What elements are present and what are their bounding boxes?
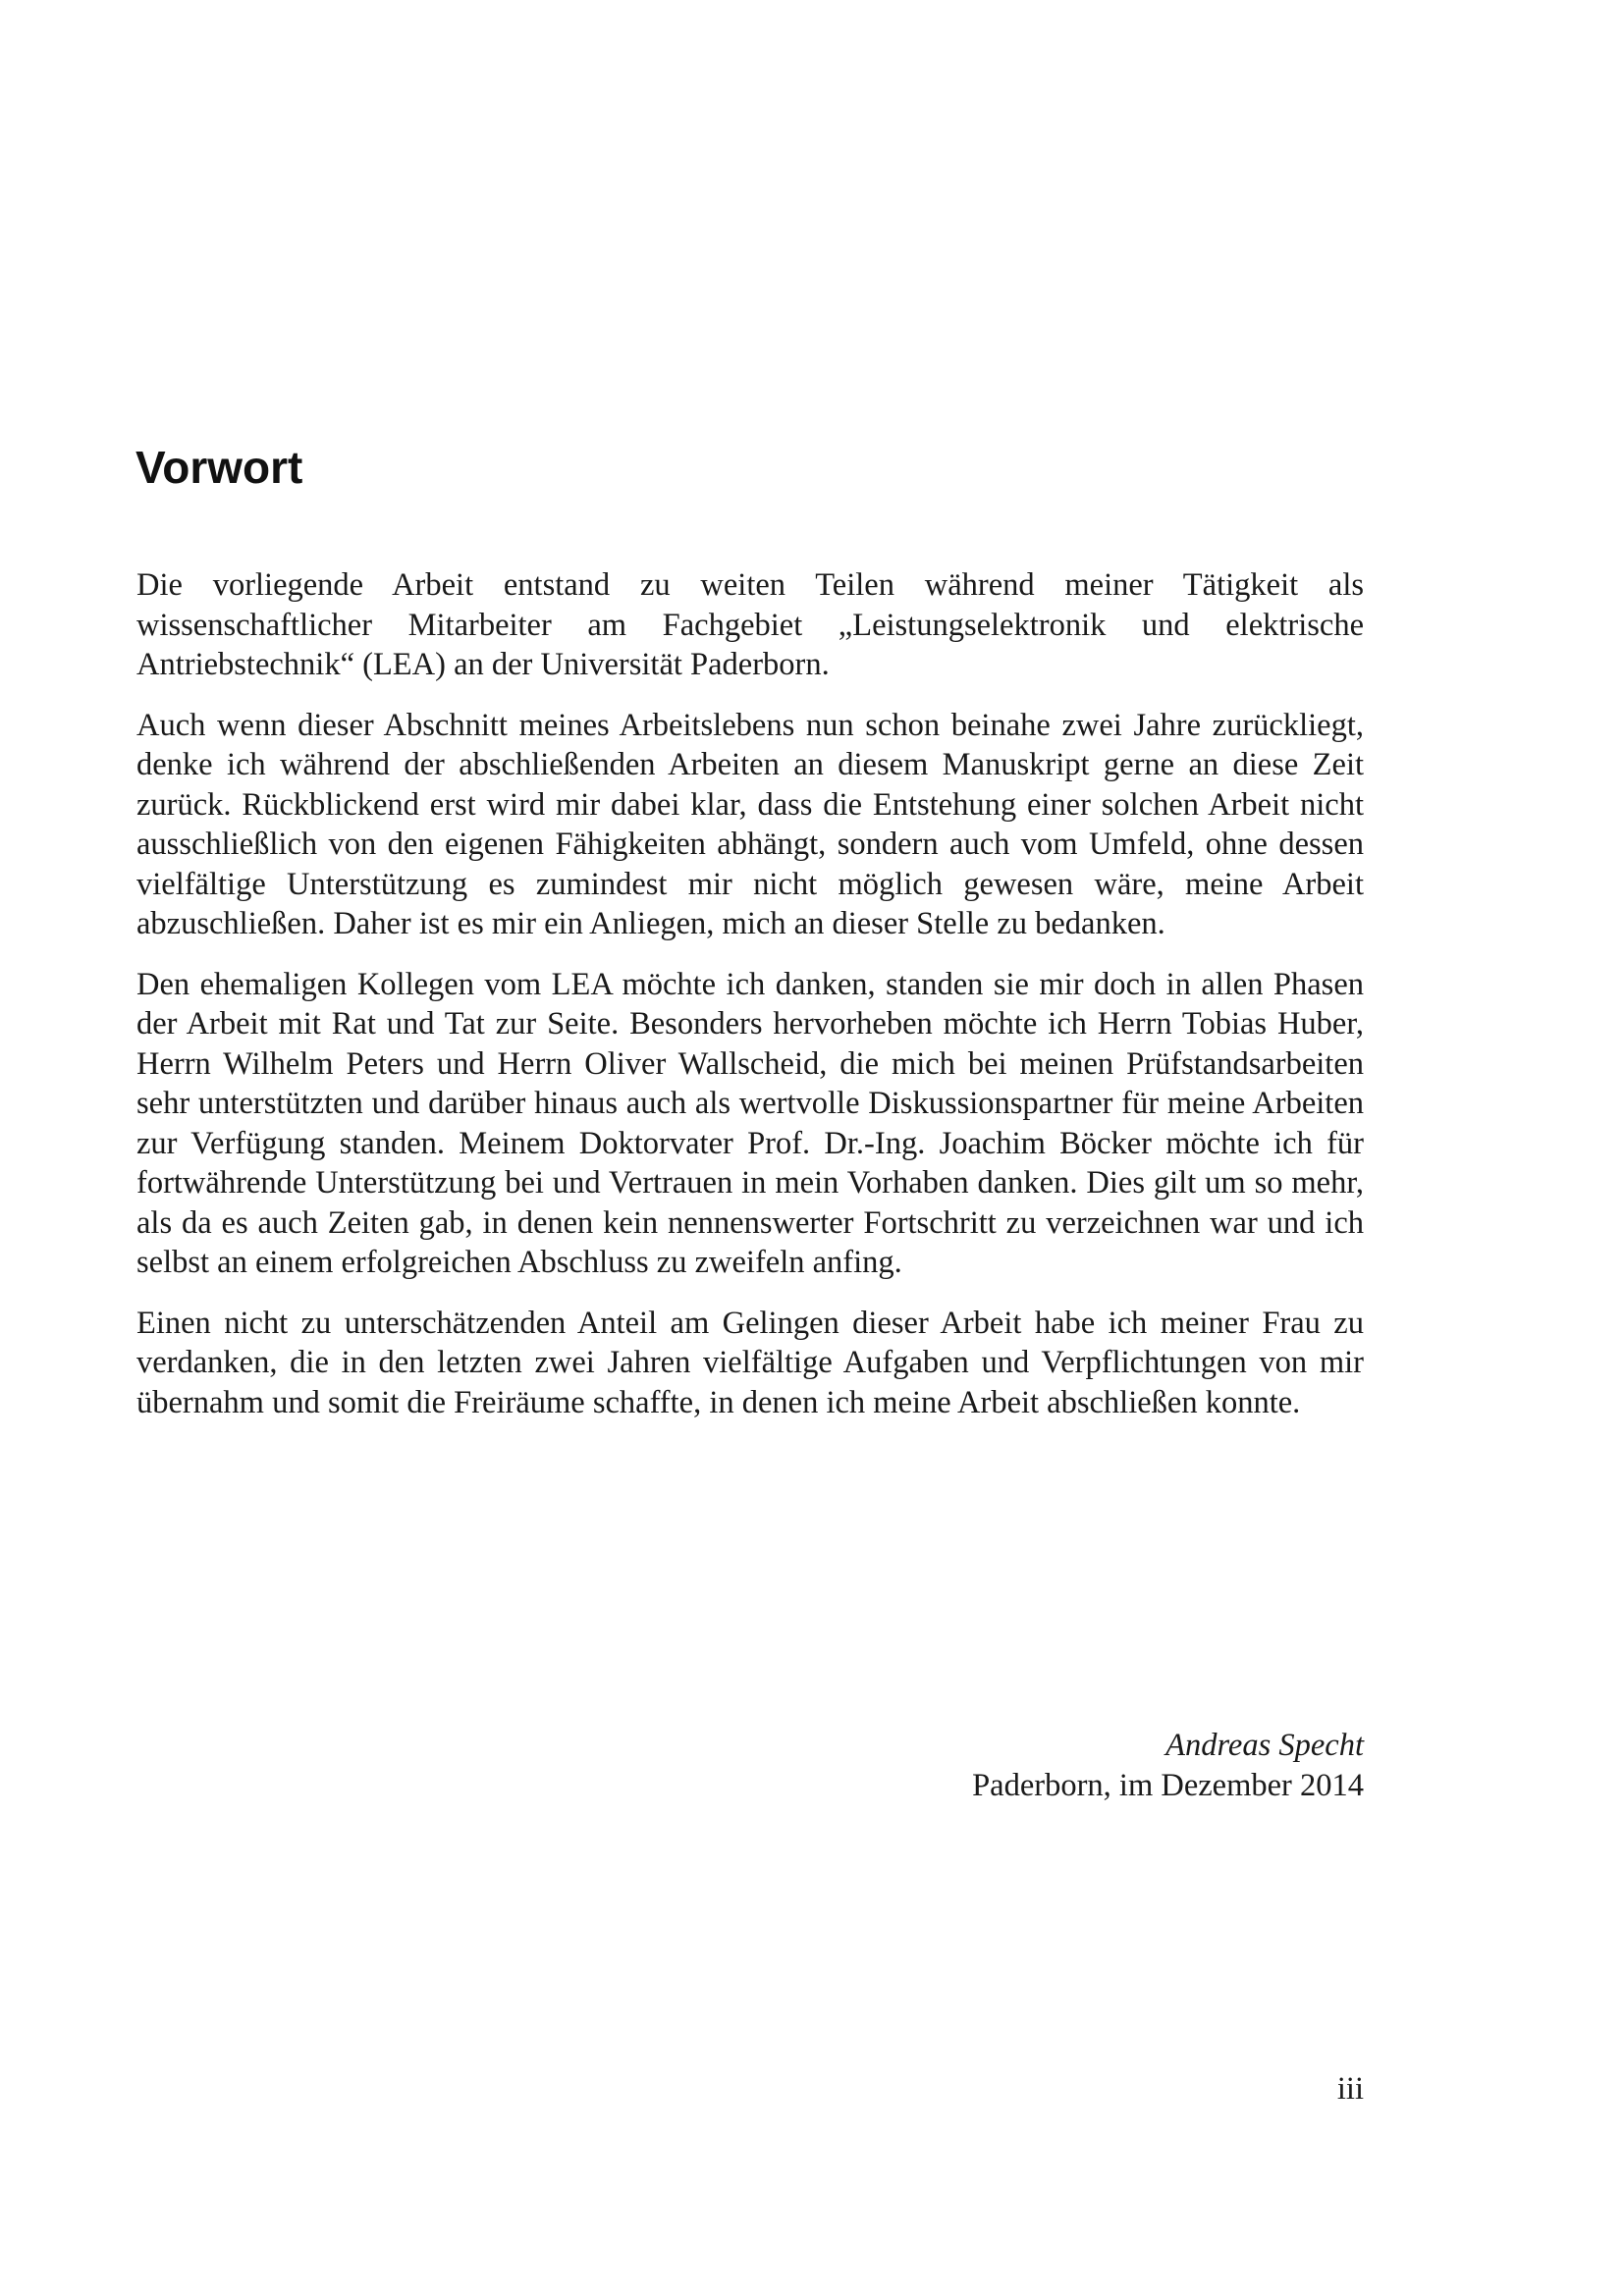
- paragraph-1: Die vorliegende Arbeit entstand zu weiten Teilen während meiner Tätigkeit als wissenschaftlicher Mitarbeiter am Fachgebiet „Leistungselektronik und elektrische Antriebstechnik“ (LEA) an der Universität Paderborn.: [136, 567, 1364, 682]
- place-date: Paderborn, im Dezember 2014: [972, 1768, 1364, 1803]
- author-name: Andreas Specht: [1165, 1728, 1364, 1763]
- preface-body: [136, 565, 1364, 1443]
- signature-block: [972, 1726, 1364, 1806]
- paragraph-2: Auch wenn dieser Abschnitt meines Arbeitslebens nun schon beinahe zwei Jahre zurückliegt, denke ich während der abschließenden Arbeiten an diesem Manuskript gerne an diese Zeit zurück. Rückblickend erst wird mir dabei klar, dass die Entstehung einer solchen Arbeit nicht ausschließlich von den eigenen Fähigkeiten abhängt, sondern auch vom Umfeld, ohne dessen vielfältige Unterstützung es zumindest mir nicht möglich gewesen wäre, meine Arbeit abzuschließen. Daher ist es mir ein Anliegen, mich an dieser Stelle zu bedanken.: [136, 707, 1364, 941]
- paragraph-4: Einen nicht zu unterschätzenden Anteil am Gelingen dieser Arbeit habe ich meiner Frau zu verdanken, die in den letzten zwei Jahren vielfältige Aufgaben und Verpflichtungen von mir übernahm und somit die Freiräume schaffte, in denen ich meine Arbeit abschließen konnte.: [136, 1305, 1364, 1420]
- paragraph-3: Den ehemaligen Kollegen vom LEA möchte ich danken, standen sie mir doch in allen Phasen der Arbeit mit Rat und Tat zur Seite. Besonders hervorheben möchte ich Herrn Tobias Huber, Herrn Wilhelm Peters und Herrn Oliver Wallscheid, die mich bei meinen Prüfstandsarbeiten sehr unterstützten und darüber hinaus auch als wertvolle Diskussionspartner für meine Arbeiten zur Verfügung standen. Meinem Doktorvater Prof. Dr.-Ing. Joachim Böcker möchte ich für fortwährende Unterstützung bei und Vertrauen in mein Vorhaben danken. Dies gilt um so mehr, als da es auch Zeiten gab, in denen kein nennenswerter Fortschritt zu verzeichnen war und ich selbst an einem erfolgreichen Abschluss zu zweifeln anfing.: [136, 966, 1364, 1280]
- page-number: iii: [1336, 2071, 1364, 2107]
- page-title: Vorwort: [135, 442, 303, 493]
